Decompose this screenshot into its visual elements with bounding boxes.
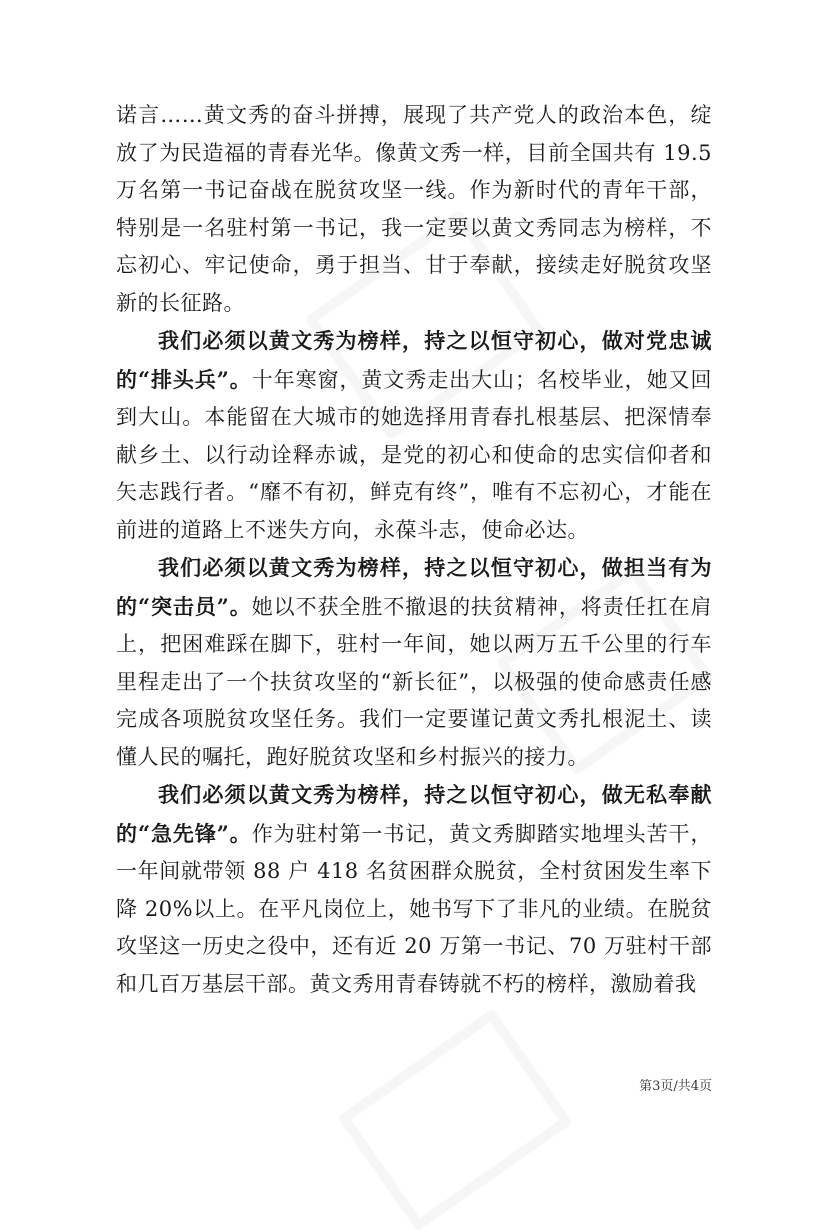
watermark-stamp [337, 1008, 573, 1232]
document-body [116, 97, 712, 1003]
page-number: 第3页/共4页 [639, 1079, 712, 1094]
paragraph [116, 776, 712, 1003]
paragraph-text: 她以不获全胜不撤退的扶贫精神，将责任扛在肩上，把困难踩在脚下，驻村一年间，她以两万五千公里的行车里程走出了一个扶贫攻坚的“新长征”，以极强的使命感责任感完成各项脱贫攻坚任务。我们一定要谨记黄文秀扎根泥土、读懂人民的嘱托，跑好脱贫攻坚和乡村振兴的接力。 [116, 594, 712, 769]
paragraph [116, 97, 712, 322]
paragraph-text: 十年寒窗，黄文秀走出大山；名校毕业，她又回到大山。本能留在大城市的她选择用青春扎根基层、把深情奉献乡土、以行动诠释赤诚，是党的初心和使命的忠实信仰者和矢志践行者。“靡不有初，鲜克有终”，唯有不忘初心，才能在前进的道路上不迷失方向，永葆斗志，使命必达。 [116, 367, 712, 542]
paragraph [116, 322, 712, 549]
paragraph-text: 诺言……黄文秀的奋斗拼搏，展现了共产党人的政治本色，绽放了为民造福的青春光华。像黄文秀一样，目前全国共有 19.5 万名第一书记奋战在脱贫攻坚一线。作为新时代的青年干部，特别是一名驻村第一书记，我一定要以黄文秀同志为榜样，不忘初心、牢记使命，勇于担当、甘于奉献，接续走好脱贫攻坚新的长征路。 [116, 103, 712, 315]
paragraph-lead: 我们必须以黄文秀为榜样，持之以恒守初心，做对党忠诚的“排头兵”。 [116, 328, 712, 392]
paragraph-lead: 我们必须以黄文秀为榜样，持之以恒守初心，做无私奉献的“急先锋”。 [116, 782, 712, 846]
paragraph [116, 549, 712, 776]
paragraph-lead: 我们必须以黄文秀为榜样，持之以恒守初心，做担当有为的“突击员”。 [116, 555, 712, 619]
paragraph-text: 作为驻村第一书记，黄文秀脚踏实地埋头苦干，一年间就带领 88 户 418 名贫困群众脱贫，全村贫困发生率下降 20%以上。在平凡岗位上，她书写下了非凡的业绩。在脱贫攻坚这一历史之役中，还有近 20 万第一书记、70 万驻村干部和几百万基层干部。黄文秀用青春铸就不朽的榜样，激励着我 [116, 821, 712, 996]
